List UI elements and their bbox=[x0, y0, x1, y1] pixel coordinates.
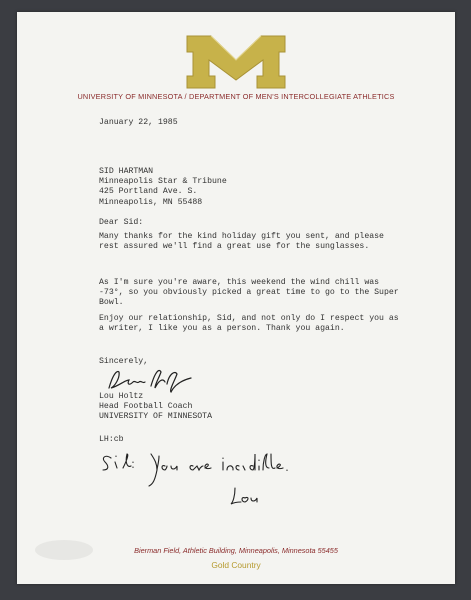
letter-date: January 22, 1985 bbox=[99, 118, 178, 127]
letter-paragraph-1: Many thanks for the kind holiday gift you sent, and please rest assured we'll find a great use for the sunglasses. bbox=[99, 232, 384, 252]
footer-address: Bierman Field, Athletic Building, Minneapolis, Minnesota 55455 bbox=[134, 546, 338, 555]
letter-paragraph-2: As I'm sure you're aware, this weekend the wind chill was -73°, so you obviously picked a great time to go to the Super Bowl. bbox=[99, 278, 399, 308]
footer-tagline: Gold Country bbox=[211, 560, 261, 570]
closing: Sincerely, bbox=[99, 357, 149, 366]
signature-block bbox=[99, 392, 212, 423]
recipient-name: SID HARTMAN bbox=[99, 167, 154, 176]
university-m-logo bbox=[181, 30, 291, 92]
letterhead-text: UNIVERSITY OF MINNESOTA / DEPARTMENT OF MEN'S INTERCOLLEGIATE ATHLETICS bbox=[77, 92, 395, 101]
reference-initials: LH:cb bbox=[99, 435, 124, 444]
recipient-address bbox=[99, 167, 227, 208]
letter-paragraph-3: Enjoy our relationship, Sid, and not only do I respect you as a writer, I like you as a person. Thank you again. bbox=[99, 314, 399, 334]
letter-sheet bbox=[17, 12, 455, 584]
recipient-organization: Minneapolis Star & Tribune bbox=[99, 177, 227, 187]
signer-name: Lou Holtz bbox=[99, 392, 144, 401]
signer-institution: UNIVERSITY OF MINNESOTA bbox=[99, 412, 213, 422]
handwritten-note bbox=[97, 440, 297, 510]
salutation: Dear Sid: bbox=[99, 218, 144, 227]
recipient-street: 425 Portland Ave. S. bbox=[99, 187, 198, 197]
handwritten-signature bbox=[105, 364, 195, 394]
signer-title: Head Football Coach bbox=[99, 402, 193, 412]
recipient-city: Minneapolis, MN 55488 bbox=[99, 197, 203, 207]
